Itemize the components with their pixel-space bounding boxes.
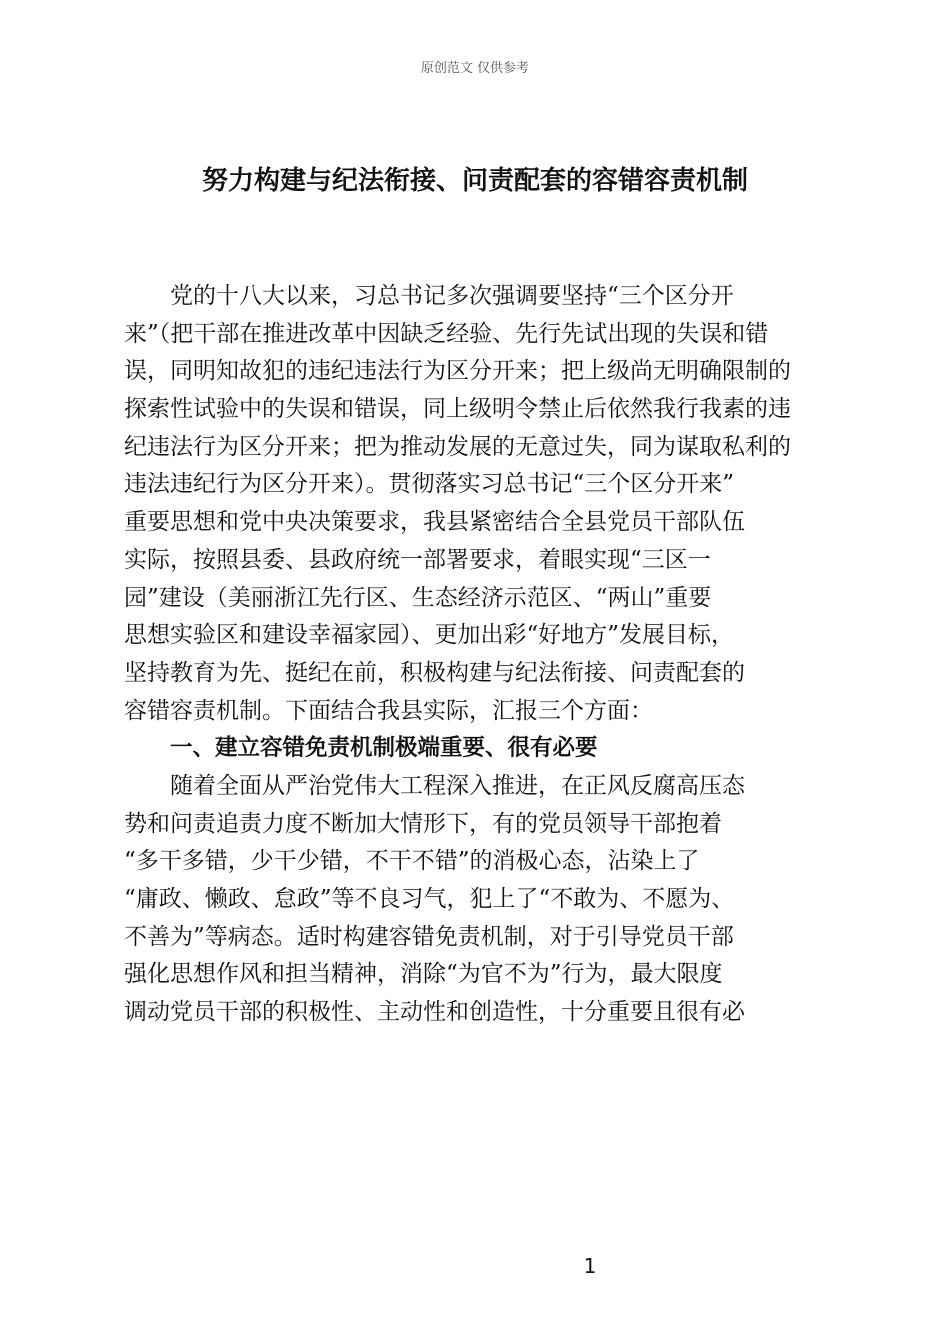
paragraph-line: 误，同明知故犯的违纪违法行为区分开来；把上级尚无明确限制的 — [124, 358, 791, 385]
paragraph-line: 党的十八大以来，习总书记多次强调要坚持“三个区分开 — [170, 283, 734, 309]
paragraph-line: 随着全面从严治党伟大工程深入推进，在正风反腐高压态 — [170, 772, 745, 799]
paragraph-line: 强化思想作风和担当精神，消除“为官不为”行为，最大限度 — [124, 961, 723, 988]
paragraph-line: 不善为”等病态。适时构建容错免责机制，对于引导党员干部 — [124, 923, 734, 950]
page-number: 1 — [583, 1254, 597, 1278]
paragraph-line: 思想实验区和建设幸福家园）、更加出彩“好地方”发展目标， — [124, 622, 735, 649]
document-body — [124, 278, 826, 1032]
document-title: 努力构建与纪法衔接、问责配套的容错容责机制 — [201, 166, 748, 196]
paragraph-line: 探索性试验中的失误和错误，同上级明令禁止后依然我行我素的违 — [124, 396, 791, 423]
paragraph-line: 调动党员干部的积极性、主动性和创造性，十分重要且很有必 — [124, 999, 745, 1026]
paragraph-line: 势和问责追责力度不断加大情形下，有的党员领导干部抱着 — [124, 810, 722, 837]
paragraph-line: “庸政、懒政、怠政”等不良习气，犯上了“不敢为、不愿为、 — [124, 886, 735, 912]
paragraph-line: 园”建设（美丽浙江先行区、生态经济示范区、“两山”重要 — [124, 584, 712, 611]
paragraph-line: 容错容责机制。下面结合我县实际，汇报三个方面： — [124, 697, 653, 724]
paragraph-line: 来”（把干部在推进改革中因缺乏经验、先行先试出现的失误和错 — [124, 320, 769, 347]
paragraph-line: 纪违法行为区分开来；把为推动发展的无意过失，同为谋取私利的 — [124, 433, 791, 460]
paragraph-line: 实际，按照县委、县政府统一部署要求，着眼实现“三区一 — [124, 546, 711, 573]
paragraph-line: 重要思想和党中央决策要求，我县紧密结合全县党员干部队伍 — [124, 509, 745, 536]
paragraph-line: 违法违纪行为区分开来）。贯彻落实习总书记“三个区分开来” — [124, 471, 735, 498]
header-note: 原创范文 仅供参考 — [420, 61, 530, 76]
paragraph-line: “多干多错，少干少错，不干不错”的消极心态，沾染上了 — [124, 848, 700, 875]
paragraph-line: 坚持教育为先、挺纪在前，积极构建与纪法衔接、问责配套的 — [124, 659, 745, 686]
section-heading: 一、建立容错免责机制极端重要、很有必要 — [170, 735, 598, 762]
